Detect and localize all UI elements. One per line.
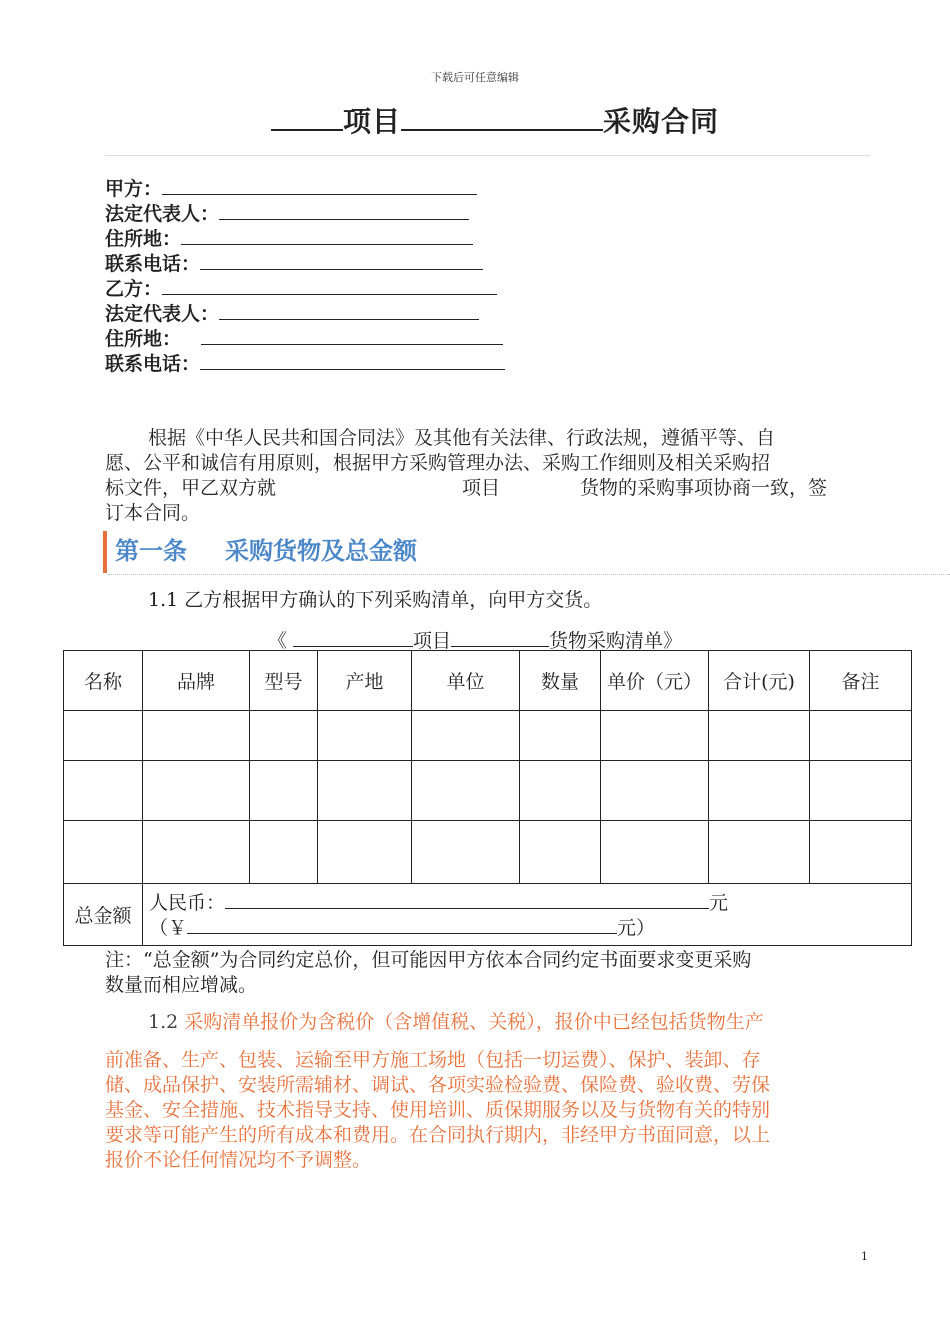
table-cell (412, 711, 520, 761)
header-brand: 品牌 (143, 651, 250, 711)
rmb-prefix: 人民币： (149, 891, 226, 914)
party-a-phone-line (105, 251, 483, 277)
header-name: 名称 (64, 651, 143, 711)
clause-1-1: 1.1 乙方根据甲方确认的下列采购清单，向甲方交货。 (148, 589, 603, 611)
party-a-address-line (105, 226, 473, 252)
party-b-label: 乙方： (105, 278, 163, 300)
party-b-blank (162, 276, 497, 295)
table-cell (318, 711, 412, 761)
section-1-heading (103, 531, 417, 573)
party-a-address-label: 住所地： (105, 228, 182, 250)
table-cell (250, 761, 318, 821)
rmb-blank (225, 890, 709, 909)
party-a-blank (162, 176, 477, 195)
party-a-rep-label: 法定代表人： (105, 203, 220, 225)
party-b-line (105, 276, 497, 302)
title-part-1: 项目 (342, 105, 401, 138)
clause-1-2-line-5: 要求等可能产生的所有成本和费用。在合同执行期内，非经甲方书面同意，以上 (105, 1124, 771, 1146)
table-cell (601, 821, 709, 884)
yen-blank (187, 915, 617, 934)
section-1-title: 采购货物及总金额 (225, 536, 417, 565)
table-cell (601, 761, 709, 821)
note-line-1: 注：“总金额”为合同约定总价，但可能因甲方依本合同约定书面要求变更采购 (105, 949, 752, 971)
party-a-phone-blank (200, 251, 483, 270)
party-b-address-line (105, 326, 503, 352)
table-cell (520, 821, 601, 884)
table-cell (520, 761, 601, 821)
intro-line-1: 根据《中华人民共和国合同法》及其他有关法律、行政法规，遵循平等、自 (148, 427, 776, 449)
party-a-phone-label: 联系电话： (105, 253, 201, 275)
yen-prefix: （￥ (149, 916, 188, 939)
table-caption (268, 626, 682, 653)
party-a-rep-blank (219, 201, 469, 220)
header-origin: 产地 (318, 651, 412, 711)
table-cell (64, 761, 143, 821)
rmb-suffix: 元 (709, 891, 729, 914)
table-cell (250, 821, 318, 884)
party-b-rep-line (105, 301, 479, 327)
total-yen-line (149, 915, 911, 940)
clause-1-2-number: 1.2 (148, 1011, 179, 1033)
party-a-label: 甲方： (105, 178, 163, 200)
caption-mid: 项目 (413, 630, 452, 652)
section-dotted-rule (108, 574, 950, 575)
header-model: 型号 (250, 651, 318, 711)
party-a-line (105, 176, 477, 202)
table-cell (412, 761, 520, 821)
table-cell (601, 711, 709, 761)
party-b-phone-label: 联系电话： (105, 353, 201, 375)
section-1-number: 第一条 (115, 536, 187, 565)
caption-end: 货物采购清单》 (549, 630, 683, 652)
party-b-rep-blank (219, 301, 479, 320)
title-part-2: 采购合同 (603, 105, 720, 138)
caption-open: 《 (268, 630, 288, 652)
clause-1-2-text: 采购清单报价为含税价（含增值税、关税），报价中已经包括货物生产 (184, 1011, 764, 1033)
party-b-phone-line (105, 351, 505, 377)
table-cell (520, 711, 601, 761)
total-label: 总金额 (64, 884, 143, 946)
caption-blank-1 (293, 628, 413, 647)
table-cell (143, 711, 250, 761)
table-cell (318, 821, 412, 884)
table-cell (709, 711, 810, 761)
table-cell (143, 761, 250, 821)
header-note: 下载后可任意编辑 (431, 71, 519, 84)
purchase-list-table (63, 650, 912, 946)
table-row (64, 711, 912, 761)
yen-suffix: 元） (617, 916, 656, 939)
title-divider (105, 155, 870, 156)
title-blank-1 (271, 105, 343, 131)
intro-line-3b: 项目 (462, 477, 501, 499)
table-cell (318, 761, 412, 821)
table-row (64, 821, 912, 884)
header-unit: 单位 (412, 651, 520, 711)
intro-line-3c: 货物的采购事项协商一致，签 (580, 477, 828, 499)
party-a-rep-line (105, 201, 469, 227)
header-remark: 备注 (810, 651, 912, 711)
party-b-rep-label: 法定代表人： (105, 303, 220, 325)
clause-1-2-line-4: 基金、安全措施、技术指导支持、使用培训、质保期服务以及与货物有关的特别 (105, 1099, 771, 1121)
page-number: 1 (861, 1250, 868, 1263)
party-b-address-blank (201, 326, 503, 345)
table-cell (412, 821, 520, 884)
table-cell (810, 711, 912, 761)
total-rmb-line (149, 890, 911, 915)
header-total: 合计(元) (709, 651, 810, 711)
table-cell (64, 711, 143, 761)
header-quantity: 数量 (520, 651, 601, 711)
clause-1-2-line-1 (148, 1010, 764, 1035)
intro-line-2: 愿、公平和诚信有用原则，根据甲方采购管理办法、采购工作细则及相关采购招 (105, 452, 771, 474)
table-cell (810, 761, 912, 821)
total-row (64, 884, 912, 946)
party-b-phone-blank (200, 351, 505, 370)
table-cell (810, 821, 912, 884)
clause-1-2-line-2: 前准备、生产、包装、运输至甲方施工场地（包括一切运费）、保护、装卸、存 (105, 1049, 761, 1071)
table-row (64, 761, 912, 821)
table-cell (250, 711, 318, 761)
party-b-address-label: 住所地： (105, 328, 182, 350)
table-cell (143, 821, 250, 884)
header-unit-price: 单价（元） (601, 651, 709, 711)
clause-1-2-line-6: 报价不论任何情况均不予调整。 (105, 1149, 372, 1171)
total-amount-cell (143, 884, 912, 946)
intro-line-4: 订本合同。 (105, 502, 201, 524)
table-cell (709, 821, 810, 884)
table-header-row (64, 651, 912, 711)
table-cell (64, 821, 143, 884)
table-cell (709, 761, 810, 821)
party-a-address-blank (181, 226, 473, 245)
intro-line-3a: 标文件，甲乙双方就 (105, 477, 277, 499)
caption-blank-2 (451, 628, 549, 647)
note-line-2: 数量而相应增减。 (105, 974, 258, 996)
page-title (0, 100, 950, 140)
title-blank-2 (401, 105, 603, 131)
clause-1-2-line-3: 储、成品保护、安装所需辅材、调试、各项实验检验费、保险费、验收费、劳保 (105, 1074, 771, 1096)
